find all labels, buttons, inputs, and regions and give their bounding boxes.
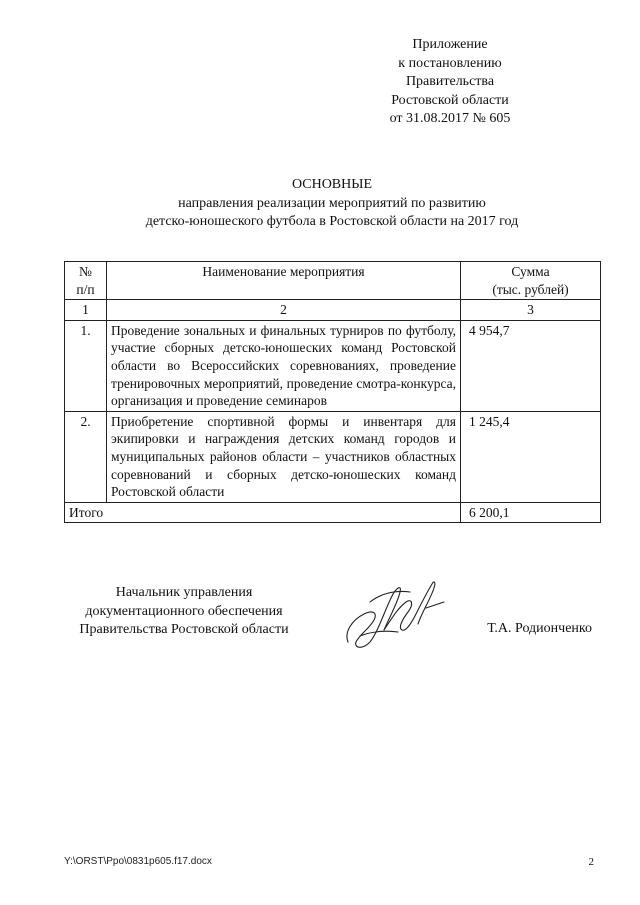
signer-title-line: Начальник управления: [115, 585, 253, 600]
header-sum-line: (тыс. рублей): [492, 281, 569, 297]
appendix-line: Приложение: [412, 37, 488, 52]
signer-name: Т.А. Родионченко: [487, 621, 592, 636]
signer-title-line: Правительства Ростовской области: [79, 622, 289, 637]
header-name: Наименование мероприятия: [107, 262, 461, 300]
document-heading: [0, 176, 640, 232]
total-row: [65, 502, 601, 523]
table-header-row: [65, 262, 601, 300]
column-number: 2: [107, 300, 461, 321]
row-sum: 1 245,4: [461, 411, 601, 502]
page-number: 2: [588, 856, 594, 868]
activities-table: [64, 261, 601, 523]
table-row: [65, 411, 601, 502]
row-sum: 4 954,7: [461, 320, 601, 411]
header-number-line: п/п: [76, 281, 95, 297]
appendix-line: к постановлению: [398, 55, 502, 71]
table-row: [65, 320, 601, 411]
document-subtitle: детско-юношеского футбола в Ростовской области на 2017 год: [145, 214, 519, 229]
signer-title: [64, 584, 304, 640]
row-number: 1.: [65, 320, 107, 411]
header-number: [65, 262, 107, 300]
header-sum-line: Сумма: [511, 264, 550, 279]
column-number: 3: [461, 300, 601, 321]
row-activity-name: Проведение зональных и финальных турниров по футболу, участие сборных детско-юношеских команд Ростовской области во Всероссийских соревнованиях, проведение тренировочных мероприятий, проведение смотра-конкурса, организация и проведение семинаров: [107, 320, 461, 411]
appendix-block: [330, 36, 570, 129]
signer-title-line: документационного обеспечения: [85, 603, 283, 619]
document-subtitle: направления реализации мероприятий по развитию: [178, 195, 486, 211]
header-sum: [461, 262, 601, 300]
header-number-line: №: [79, 264, 92, 279]
column-number: 1: [65, 300, 107, 321]
total-label: Итого: [65, 502, 461, 523]
total-sum: 6 200,1: [461, 502, 601, 523]
appendix-line: от 31.08.2017 № 605: [389, 111, 511, 126]
column-number-row: [65, 300, 601, 321]
appendix-line: Правительства: [405, 74, 495, 89]
appendix-line: Ростовской области: [391, 92, 509, 108]
row-number: 2.: [65, 411, 107, 502]
document-title: ОСНОВНЫЕ: [291, 177, 373, 192]
row-activity-name: Приобретение спортивной формы и инвентаря для экипировки и награждения детских команд городов и муниципальных районов области – участников областных соревнований и сборных детско-юношеских команд Ростовской области: [107, 411, 461, 502]
handwritten-signature: [340, 572, 450, 662]
footer-file-path: Y:\ORST\Ppo\0831p605.f17.docx: [64, 856, 212, 867]
